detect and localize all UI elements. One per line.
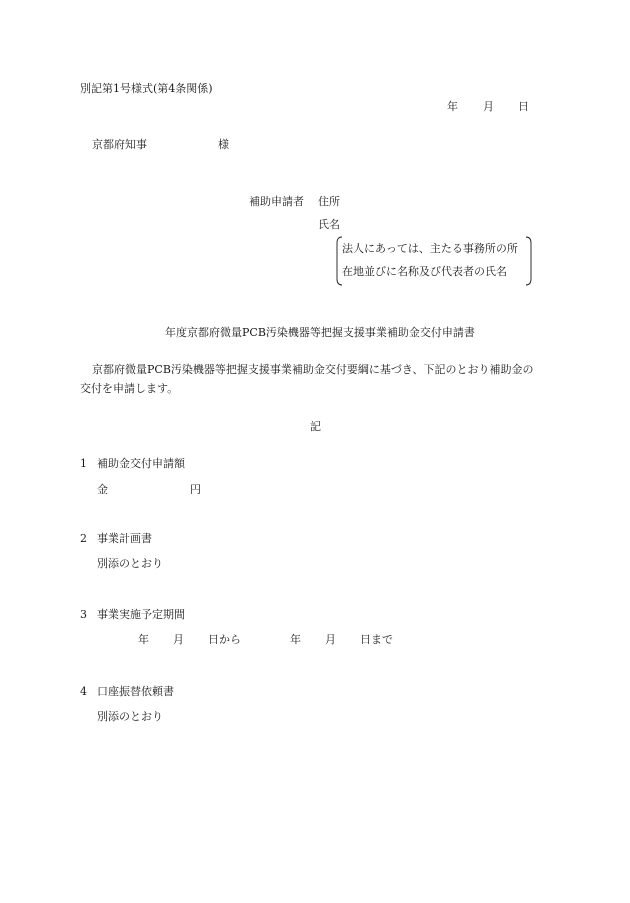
period-start-day: 日から	[208, 633, 241, 646]
applicant-note-line2: 在地並びに名称及び代表者の氏名	[342, 265, 507, 278]
name-label: 氏名	[318, 218, 340, 231]
item-number: 4	[80, 685, 87, 698]
period-start-year: 年	[138, 633, 149, 646]
body-line-2: 交付を申請します。	[80, 382, 179, 395]
item-detail: 別添のとおり	[97, 557, 163, 570]
period-end-year: 年	[290, 633, 301, 646]
period-end-month: 月	[325, 633, 336, 646]
item-label: 補助金交付申請額	[97, 457, 185, 470]
item-number: 2	[80, 532, 87, 545]
body-line-1: 京都府微量PCB汚染機器等把握支援事業補助金交付要綱に基づき、下記のとおり補助金の	[92, 363, 534, 376]
item-label: 口座振替依頼書	[97, 685, 174, 698]
applicant-label: 補助申請者	[249, 195, 304, 208]
amount-prefix: 金	[97, 483, 108, 496]
period-end-day: 日まで	[360, 633, 393, 646]
address-label: 住所	[318, 195, 340, 208]
document-title: 年度京都府微量PCB汚染機器等把握支援事業補助金交付申請書	[165, 326, 475, 339]
form-number: 別記第1号様式(第4条関係)	[80, 82, 213, 95]
ki-marker: 記	[310, 420, 321, 433]
amount-suffix: 円	[190, 483, 201, 496]
date-year: 年	[447, 100, 458, 113]
item-label: 事業実施予定期間	[97, 608, 185, 621]
item-number: 3	[80, 608, 87, 621]
item-detail: 別添のとおり	[97, 710, 163, 723]
addressee-honorific: 様	[218, 138, 229, 151]
period-start-month: 月	[173, 633, 184, 646]
applicant-note-line1: 法人にあっては、主たる事務所の所	[342, 242, 518, 255]
date-day: 日	[518, 100, 529, 113]
date-month: 月	[483, 100, 494, 113]
applicant-note-box	[336, 236, 532, 286]
addressee-name: 京都府知事	[92, 138, 147, 151]
item-label: 事業計画書	[97, 532, 152, 545]
item-number: 1	[80, 457, 87, 470]
